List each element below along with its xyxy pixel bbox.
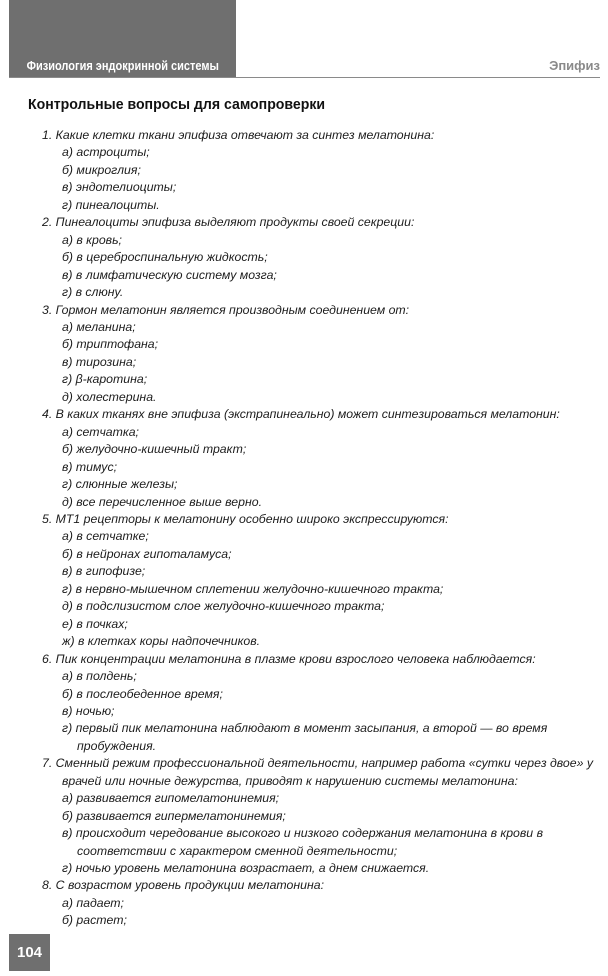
question-text: 6. Пик концентрации мелатонина в плазме крови взрослого человека наблюдается: [42,651,536,666]
questions-list [42,127,602,930]
answer-option: д) в подслизистом слое желудочно-кишечного тракта; [62,599,385,614]
answer-option: в) в гипофизе; [62,564,146,579]
question-3 [42,302,602,407]
question-text: 3. Гормон мелатонин является производным соединением от: [42,302,410,317]
answer-option: б) развивается гипермелатонинемия; [62,808,286,823]
question-8 [42,877,602,929]
answer-option: в) эндотелиоциты; [62,180,177,195]
answer-option: а) сетчатка; [62,424,139,439]
answer-option: г) ночью уровень мелатонина возрастает, а днем снижается. [62,861,430,876]
answer-option: б) в нейронах гипоталамуса; [62,546,232,561]
answer-option: г) слюнные железы; [62,477,178,492]
answer-option: в) тимус; [62,459,118,474]
header-divider [9,77,600,78]
answer-option: б) микроглия; [62,162,141,177]
answer-option: в) происходит чередование высокого и низкого содержания мелатонина в крови в соответствии с характером сменной деятельности; [62,826,543,858]
answer-option: в) ночью; [62,703,115,718]
answer-option: а) астроциты; [62,145,150,160]
question-7 [42,755,602,877]
answer-option: в) в лимфатическую систему мозга; [62,267,277,282]
answer-option: б) триптофана; [62,337,159,352]
answer-option: г) β-каротина; [62,372,148,387]
question-text: 2. Пинеалоциты эпифиза выделяют продукты своей секреции: [42,215,415,230]
answer-option: г) в слюну. [62,285,124,300]
answer-option: а) меланина; [62,319,136,334]
answer-option: ж) в клетках коры надпочечников. [62,634,261,649]
question-text: 7. Сменный режим профессиональной деятельности, например работа «сутки через двое» у врачей или ночные дежурства, приводят к нарушению системы мелатонина: [42,756,593,788]
question-2 [42,214,602,301]
answer-option: б) желудочно-кишечный тракт; [62,442,247,457]
answer-option: д) холестерина. [62,389,157,404]
question-6 [42,651,602,756]
answer-option: а) в полдень; [62,669,137,684]
answer-option: а) в кровь; [62,232,122,247]
answer-option: б) растет; [62,913,127,928]
page-number: 104 [9,934,50,971]
answer-option: а) падает; [62,895,124,910]
answer-option: б) в цереброспинальную жидкость; [62,250,268,265]
answer-option: а) в сетчатке; [62,529,149,544]
answer-option: г) пинеалоциты. [62,197,160,212]
question-text: 8. С возрастом уровень продукции мелатонина: [42,878,325,893]
question-5 [42,511,602,651]
answer-option: в) тирозина; [62,354,137,369]
answer-option: д) все перечисленное выше верно. [62,494,262,509]
answer-option: б) в послеобеденное время; [62,686,223,701]
question-text: 4. В каких тканях вне эпифиза (экстрапинеально) может синтезироваться мелатонин: [42,407,560,422]
page-heading: Контрольные вопросы для самопроверки [28,96,326,113]
question-1 [42,127,602,214]
chapter-title: Физиология эндокринной системы [26,59,219,73]
answer-option: а) развивается гипомелатонинемия; [62,791,280,806]
question-text: 1. Какие клетки ткани эпифиза отвечают за синтез мелатонина: [42,128,435,142]
question-4 [42,406,602,511]
section-title: Эпифиз [549,58,600,73]
answer-option: г) в нервно-мышечном сплетении желудочно-кишечного тракта; [62,581,444,596]
question-text: 5. МТ1 рецепторы к мелатонину особенно широко экспрессируются: [42,511,449,526]
answer-option: е) в почках; [62,616,128,631]
answer-option: г) первый пик мелатонина наблюдают в момент засыпания, а второй — во время пробуждения. [62,721,548,753]
